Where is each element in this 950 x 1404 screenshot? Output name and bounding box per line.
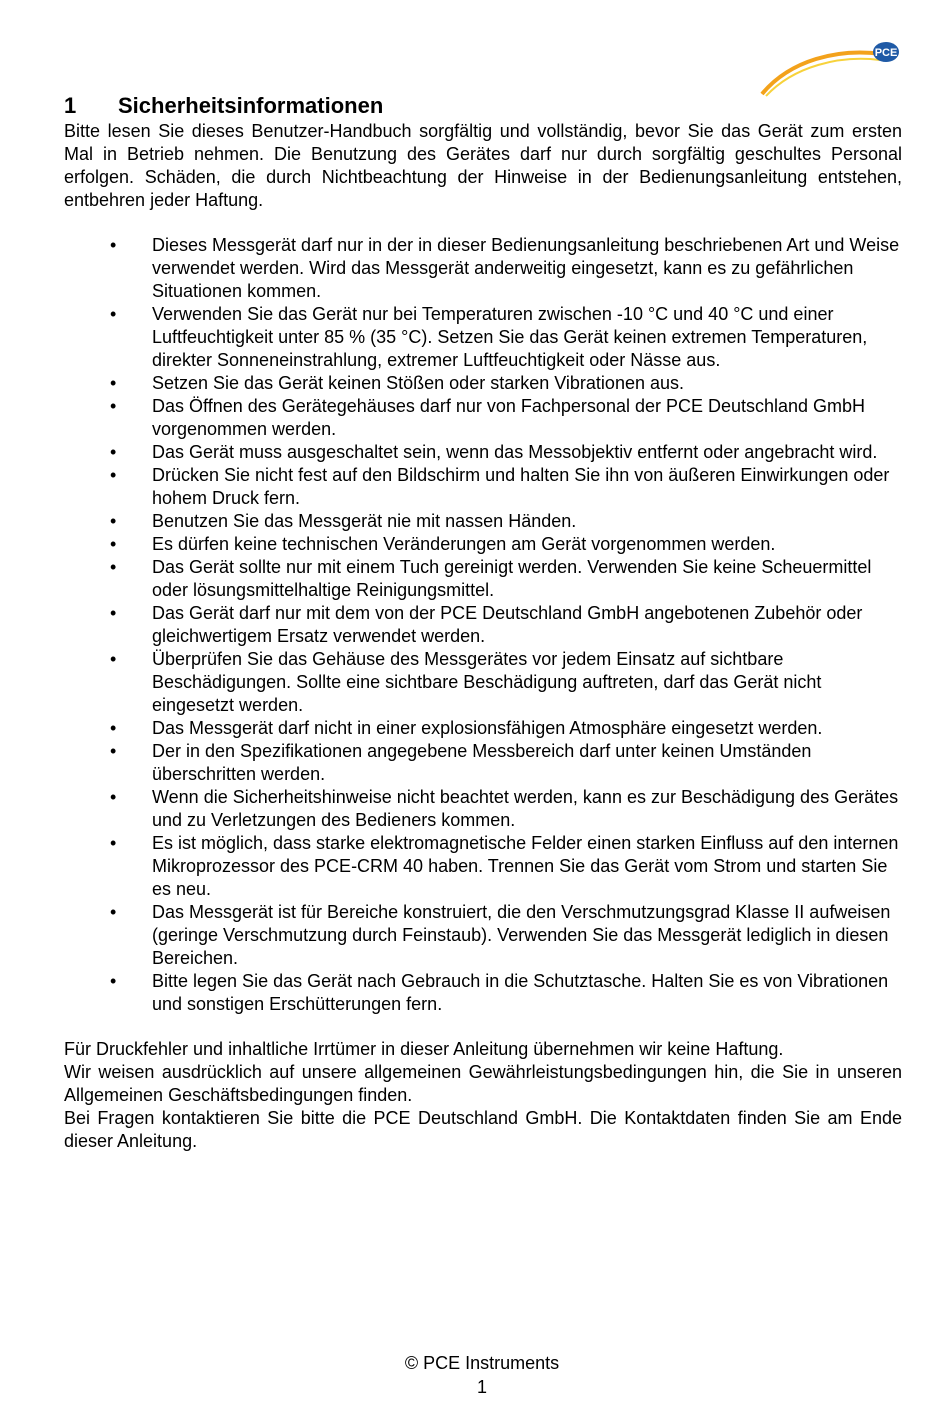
bullet-text: Das Messgerät ist für Bereiche konstruiert, die den Verschmutzungsgrad Klasse II aufweisen (geringe Verschmutzung durch Feinstaub). Verwenden Sie das Messgerät lediglich in diesen Bereichen.: [152, 902, 891, 968]
closing-disclaimer: Für Druckfehler und inhaltliche Irrtümer in dieser Anleitung übernehmen wir keine Haftung.: [64, 1039, 784, 1059]
bullet-icon: •: [110, 971, 117, 991]
bullet-text: Das Gerät darf nur mit dem von der PCE Deutschland GmbH angebotenen Zubehör oder gleichwertigem Ersatz verwendet werden.: [152, 603, 863, 646]
bullet-text: Verwenden Sie das Gerät nur bei Temperaturen zwischen -10 °C und 40 °C und einer Luftfeuchtigkeit unter 85 % (35 °C). Setzen Sie das Gerät keinen extremen Temperaturen, direkter Sonneneinstrahlung, extremer Luftfeuchtigkeit oder Nässe aus.: [152, 304, 868, 370]
list-item: [64, 303, 902, 372]
bullet-icon: •: [110, 603, 117, 623]
bullet-text: Dieses Messgerät darf nur in der in dieser Bedienungsanleitung beschriebenen Art und Weise verwendet werden. Wird das Messgerät anderweitig eingesetzt, kann es zu gefährlichen Situationen kommen.: [152, 235, 900, 301]
list-item: [64, 602, 902, 648]
bullet-text: Setzen Sie das Gerät keinen Stößen oder starken Vibrationen aus.: [152, 373, 684, 393]
bullet-text: Wenn die Sicherheitshinweise nicht beachtet werden, kann es zur Beschädigung des Gerätes und zu Verletzungen des Bedieners kommen.: [152, 787, 899, 830]
bullet-icon: •: [110, 787, 117, 807]
bullet-icon: •: [110, 442, 117, 462]
bullet-text: Das Gerät muss ausgeschaltet sein, wenn das Messobjektiv entfernt oder angebracht wird.: [152, 442, 878, 462]
pce-logo-graphic: [760, 38, 910, 100]
list-item: [64, 372, 902, 395]
list-item: [64, 648, 902, 717]
list-item: [64, 441, 902, 464]
list-item: [64, 740, 902, 786]
bullet-text: Das Messgerät darf nicht in einer explosionsfähigen Atmosphäre eingesetzt werden.: [152, 718, 823, 738]
list-item: [64, 717, 902, 740]
bullet-icon: •: [110, 902, 117, 922]
document-body: [64, 92, 902, 1153]
intro-paragraph: Bitte lesen Sie dieses Benutzer-Handbuch sorgfältig und vollständig, bevor Sie das Gerät zum ersten Mal in Betrieb nehmen. Die Benutzung des Gerätes darf nur durch sorgfältig geschultes Personal erfolgen. Schäden, die durch Nichtbeachtung der Hinweise in der Bedienungsanleitung entstehen, entbehren jeder Haftung.: [64, 121, 902, 210]
bullet-icon: •: [110, 833, 117, 853]
bullet-icon: •: [110, 396, 117, 416]
list-item: [64, 970, 902, 1016]
page-number: 1: [476, 1377, 487, 1397]
bullet-text: Es dürfen keine technischen Veränderungen am Gerät vorgenommen werden.: [152, 534, 776, 554]
list-item: [64, 901, 902, 970]
bullet-text: Drücken Sie nicht fest auf den Bildschirm und halten Sie ihn von äußeren Einwirkungen oder hohem Druck fern.: [152, 465, 890, 508]
bullet-icon: •: [110, 235, 117, 255]
bullet-icon: •: [110, 741, 117, 761]
bullet-icon: •: [110, 557, 117, 577]
list-item: [64, 786, 902, 832]
list-item: [64, 832, 902, 901]
bullet-text: Bitte legen Sie das Gerät nach Gebrauch in die Schutztasche. Halten Sie es von Vibrationen und sonstigen Erschütterungen fern.: [152, 971, 889, 1014]
closing-warranty: Wir weisen ausdrücklich auf unsere allgemeinen Gewährleistungsbedingungen hin, die Sie in unseren Allgemeinen Geschäftsbedingungen finden.: [64, 1062, 902, 1105]
section-number: 1: [64, 93, 77, 118]
bullet-icon: •: [110, 511, 117, 531]
list-item: [64, 395, 902, 441]
section-title: Sicherheitsinformationen: [118, 93, 384, 118]
bullet-text: Das Öffnen des Gerätegehäuses darf nur von Fachpersonal der PCE Deutschland GmbH vorgenommen werden.: [152, 396, 866, 439]
bullet-icon: •: [110, 649, 117, 669]
list-item: [64, 533, 902, 556]
list-item: [64, 464, 902, 510]
bullet-text: Benutzen Sie das Messgerät nie mit nassen Händen.: [152, 511, 577, 531]
bullet-icon: •: [110, 534, 117, 554]
bullet-text: Es ist möglich, dass starke elektromagnetische Felder einen starken Einfluss auf den internen Mikroprozessor des PCE-CRM 40 haben. Trennen Sie das Gerät vom Strom und starten Sie es neu.: [152, 833, 899, 899]
pce-logo: [760, 38, 910, 100]
list-item: [64, 556, 902, 602]
pce-logo-text: PCE: [874, 47, 898, 59]
bullet-text: Das Gerät sollte nur mit einem Tuch gereinigt werden. Verwenden Sie keine Scheuermittel oder lösungsmittelhaltige Reinigungsmittel.: [152, 557, 872, 600]
bullet-text: Der in den Spezifikationen angegebene Messbereich darf unter keinen Umständen überschritten werden.: [152, 741, 812, 784]
copyright-text: © PCE Instruments: [404, 1353, 560, 1373]
closing-contact: Bei Fragen kontaktieren Sie bitte die PCE Deutschland GmbH. Die Kontaktdaten finden Sie am Ende dieser Anleitung.: [64, 1108, 902, 1151]
bullet-text: Überprüfen Sie das Gehäuse des Messgerätes vor jedem Einsatz auf sichtbare Beschädigungen. Sollte eine sichtbare Beschädigung auftreten, darf das Gerät nicht eingesetzt werden.: [152, 649, 822, 715]
bullet-icon: •: [110, 718, 117, 738]
section-heading: [64, 92, 902, 120]
bullet-icon: •: [110, 465, 117, 485]
safety-bullet-list: [64, 234, 902, 1016]
list-item: [64, 510, 902, 533]
list-item: [64, 234, 902, 303]
bullet-icon: •: [110, 373, 117, 393]
bullet-icon: •: [110, 304, 117, 324]
